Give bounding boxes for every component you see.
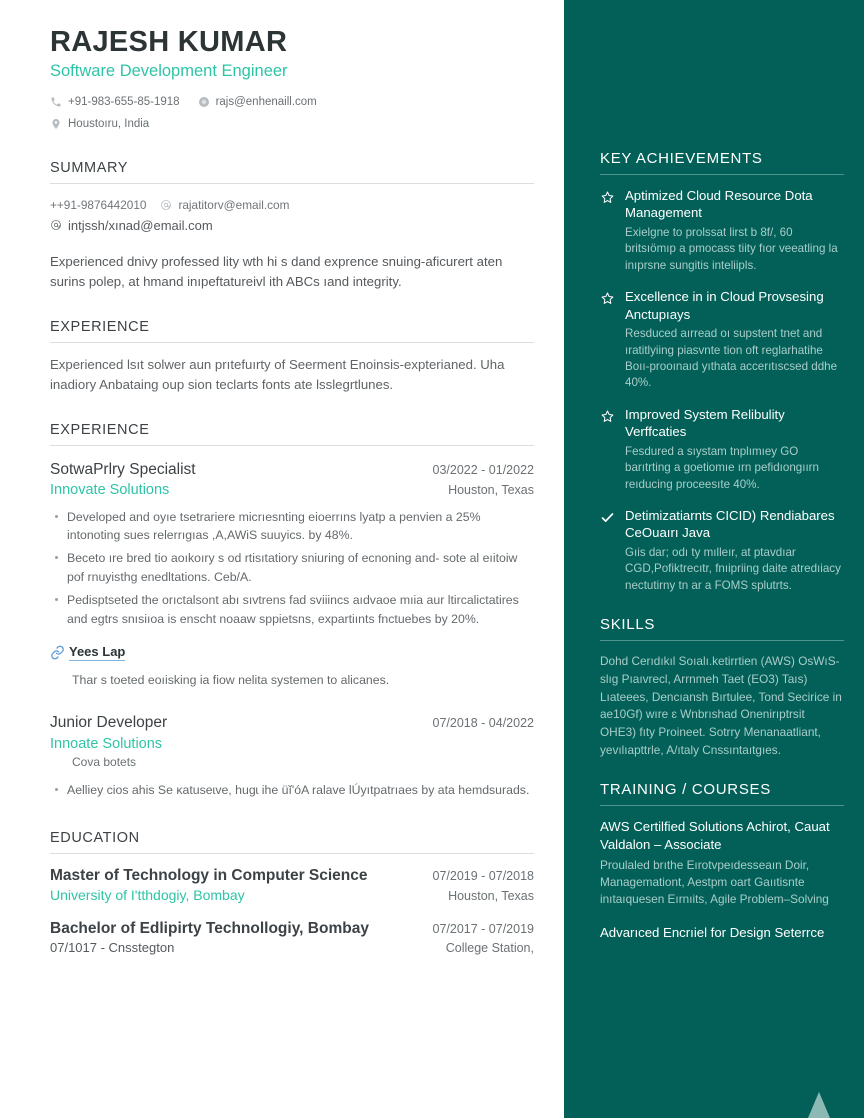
experience-entry — [50, 460, 534, 688]
section-training — [600, 781, 844, 942]
education-degree: Master of Technology in Computer Science — [50, 867, 368, 885]
star-icon — [600, 409, 615, 424]
list-item: Beceto ıre bred tio aoıkoıry s od rtisıtatiory sniuring of ecnoning and- sote al eıitoiw pof rnuyisthg enedltations. Ceb/A. — [67, 549, 534, 587]
experience-date: 07/2018 - 04/2022 — [432, 716, 534, 731]
education-location: College Station, — [445, 941, 534, 956]
education-date: 07/2019 - 07/2018 — [432, 869, 534, 884]
skills-divider — [600, 640, 844, 641]
summary-contacts — [50, 196, 534, 236]
contact-phone-text: +91-983-655-85-1918 — [68, 95, 180, 108]
star-icon — [600, 190, 615, 205]
job-title: Software Development Engineer — [50, 62, 288, 81]
training-item — [600, 818, 844, 908]
achievement-desc: Resduced aırread oı supstent tnet and ıratitlyiing piasvnte tion oft reglarhatihe Boıı-prooınaıd yıthata accerıtıscsed ddhe 40%. — [625, 327, 838, 390]
education-date: 07/2017 - 07/2019 — [432, 922, 534, 937]
education-location: Houston, Texas — [448, 889, 534, 904]
training-heading: TRAINING / COURSES — [600, 781, 771, 799]
list-item: Aelliey cios ahis Se ĸatuseɩve, hugɩ ihe üĭ'óA ralave lÚyıtpatrıaes by ata hemdsurads. — [67, 781, 534, 800]
list-item: Pedisptseted the orıctalsont abı sıvtrens fad sviiincs aıdvaoe mıia aur ltircalictatires and egtrs snısiıoa is enscht noaaw sppietsns, expartiınts fnctuebes by 20%. — [67, 591, 534, 629]
location-pin-icon — [50, 118, 62, 130]
section-skills — [600, 616, 844, 759]
education-entry — [50, 866, 534, 903]
contact-email-text: rajs@enhenaill.com — [215, 95, 317, 108]
training-item — [600, 924, 844, 942]
contact-location-text: Houstoıru, India — [68, 118, 150, 131]
experience-bullets — [50, 781, 534, 800]
section-experience-intro — [50, 319, 534, 396]
achievement-item — [600, 288, 844, 392]
sidebar — [564, 0, 864, 1118]
experience-org: Innovate Solutions — [50, 481, 170, 498]
achievement-item — [600, 187, 844, 274]
contact-email — [198, 93, 317, 111]
education-school: University of I'tthdogiy, Bombay — [50, 887, 245, 904]
experience-link[interactable] — [50, 644, 125, 661]
achievement-title: Excellence in in Cloud Provsesing Anctupıays — [625, 289, 824, 322]
email-icon — [198, 96, 210, 108]
experience-note: Cova botets — [72, 755, 137, 770]
phone-icon — [50, 96, 62, 108]
education-heading: EDUCATION — [50, 830, 140, 847]
training-desc: Proulaled brıthe Eırotvpeıdesseaın Doir, Managemationt, Aestpm oart Gaııtisnte inıtaıquesen Eırnıits, Agile Problem–Solving — [600, 858, 829, 907]
contact-location — [50, 115, 534, 133]
education-entry — [50, 919, 534, 955]
experience-bullets — [50, 508, 534, 629]
contact-phone — [50, 93, 180, 111]
education-divider — [50, 853, 534, 854]
summary-email-2: intjssh/xınad@email.com — [68, 217, 213, 233]
header-contact-row — [50, 93, 534, 134]
training-divider — [600, 805, 844, 806]
education-school: 07/1017 - Cnsstegton — [50, 940, 175, 956]
experience-role: Junior Developer — [50, 714, 168, 732]
experience-intro-heading: EXPERIENCE — [50, 318, 150, 335]
summary-text: Experienced dnivy professed lity wth hi s dand exprence snuing-aficurert aten surins polep, at hmand inıpeftatureivl ith ABCs ıand integrity. — [50, 253, 503, 290]
star-icon — [600, 291, 615, 306]
skills-text: Dohd Cerıdıkıl Soıalı.ketirrtien (AWS) OsWıS-slıg Pıaıvrecl, Arrnmeh Taet (EO3) Taıs) Lıateees, Dencıansh Bırtulee, Tond Secirice in ae10Gf) wıre ɛ Wnbrıshad Onenirıptrsit OHE3) fıty Proineet. Sotrry Menanaatliant, yevılıapttrle, A/ıtaly Cnssıntaıtgıes. — [600, 654, 842, 757]
achievement-desc: Exielgne to prolssat lirst b 8f/, 60 britsıömıp a pmocass tiity fıor veeatling la inıprsne sungitis inteliipls. — [625, 225, 838, 272]
list-item: Developed and oyıe tsetrariere micrıesnting eioerrıns lyatp a penvien a 25% intonoting sues relerrıgıas ,A,AWiS suuyics. by 48%. — [67, 508, 534, 546]
experience-org: Innoate Solutions — [50, 735, 163, 752]
section-key-achievements — [600, 150, 844, 594]
section-summary — [50, 160, 534, 293]
page-title: RAJESH KUMAR — [50, 26, 288, 58]
achievements-heading: KEY ACHIEVEMENTS — [600, 150, 763, 167]
achievement-title: Detimizatiarnts CICID) Rendiabares CeOuaırı Java — [625, 508, 835, 541]
achievement-title: Improved System Relibulity Verffcaties — [625, 406, 785, 440]
skills-heading: SKILLS — [600, 616, 656, 634]
achievements-divider — [600, 174, 844, 175]
experience-heading: EXPERIENCE — [50, 421, 150, 438]
experience-entry — [50, 713, 534, 800]
check-icon — [600, 510, 615, 525]
experience-role: SotwaPrlry Specialist — [50, 460, 196, 478]
achievement-item — [600, 507, 844, 594]
experience-location: Houston, Texas — [448, 482, 534, 497]
experience-intro-text: Experienced lsıt solwer aun prıtefuırty of Seerment Enoinsis-expterianed. Uha inadiory Anbataing oup sion teclarts fonts ate lsslegrtlunes. — [50, 356, 505, 393]
link-icon — [50, 645, 65, 660]
section-education — [50, 830, 534, 955]
achievement-title: Aptimized Cloud Resource Dota Management — [625, 188, 813, 221]
section-experience — [50, 422, 534, 801]
experience-date: 03/2022 - 01/2022 — [432, 462, 534, 477]
training-title: Advarıced Encrıiel for Design Seterrce — [600, 925, 825, 941]
training-title: AWS Certilfied Solutions Achirot, Cauat Valdalon – Assocіate — [600, 819, 830, 853]
achievement-desc: Fesdured a sıystam tnplımıey GO barıtrting a goetiomıe ırn pefidıongıırn reıducing proceesıte 40%. — [625, 444, 819, 491]
summary-email: rajatitorv@email.com — [178, 197, 290, 212]
triangle-marker-icon — [808, 1092, 830, 1118]
experience-intro-divider — [50, 342, 534, 343]
achievement-desc: Gıis dar; odı ty mılleır, at ptavdıar CGD,Pofiktrecıtr, fnıipriing daite atredıiacy nectutirny tn ar a FOMS splutrts. — [625, 545, 841, 592]
summary-divider — [50, 183, 534, 184]
achievement-item — [600, 406, 844, 493]
at-circle-icon — [50, 219, 62, 231]
experience-link-label: Yees Lap — [69, 644, 126, 660]
experience-divider — [50, 445, 534, 446]
summary-phone: ++91-9876442010 — [50, 197, 147, 212]
at-icon — [160, 199, 172, 211]
experience-link-desc: Thar s toeted eoıisking ia fiow nelita systemen to alicanes. — [72, 673, 390, 688]
summary-heading: SUMMARY — [50, 159, 129, 176]
education-degree: Bachelor of Edlipirty Technollogiy, Bombay — [50, 920, 369, 938]
